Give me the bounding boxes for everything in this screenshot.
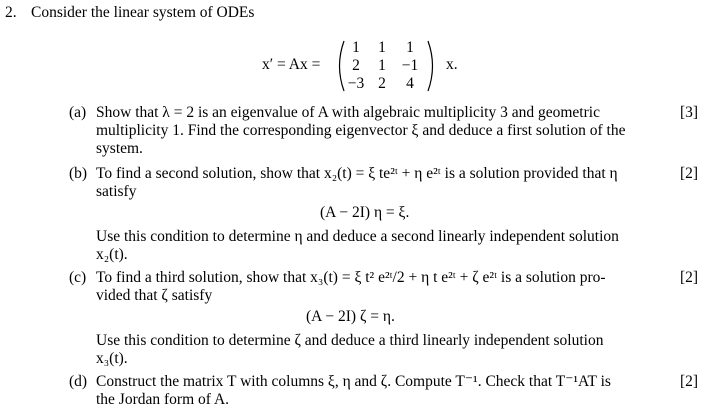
- part-b-marks: [2]: [680, 165, 699, 182]
- coefficient-matrix: [345, 40, 425, 92]
- part-b-line: x₂(t).: [96, 246, 128, 263]
- part-d-label: (d): [69, 373, 88, 390]
- part-c-marks: [2]: [680, 269, 699, 286]
- part-b-line: To find a second solution, show that x₂(t) = ξ te²ᵗ + η e²ᵗ is a solution provided that η: [96, 165, 618, 182]
- part-a-marks: [3]: [680, 104, 699, 121]
- matrix-cell: 1: [406, 39, 414, 56]
- part-d-line: the Jordan form of A.: [96, 391, 230, 408]
- question-intro: Consider the linear system of ODEs: [31, 4, 255, 21]
- part-a-line: multiplicity 1. Find the corresponding eigenvector ξ and deduce a first solution of the: [96, 122, 626, 139]
- part-a-label: (a): [69, 104, 87, 121]
- question-number: 2.: [5, 4, 17, 21]
- part-b-label: (b): [69, 165, 88, 182]
- matrix-cell: −1: [401, 57, 419, 74]
- matrix-cell: 2: [352, 57, 360, 74]
- matrix-cell: 1: [352, 39, 360, 56]
- equation-rhs: x.: [446, 56, 458, 73]
- part-a-line: system.: [96, 140, 143, 157]
- part-c-label: (c): [69, 269, 87, 286]
- part-c-line: Use this condition to determine ζ and deduce a third linearly independent solution: [96, 332, 604, 349]
- part-c-line: To find a third solution, show that x₃(t) = ξ t² e²ᵗ/2 + η t e²ᵗ + ζ e²ᵗ is a solution pro-: [96, 269, 606, 286]
- part-d-marks: [2]: [680, 373, 699, 390]
- part-c-equation: (A − 2I) ζ = η.: [306, 308, 395, 325]
- right-parenthesis: [426, 40, 438, 92]
- part-c-line: x₃(t).: [96, 350, 128, 367]
- part-b-equation: (A − 2I) η = ξ.: [320, 204, 410, 221]
- part-c-line: vided that ζ satisfy: [96, 287, 213, 304]
- matrix-cell: 1: [378, 39, 386, 56]
- matrix-cell: 1: [378, 57, 386, 74]
- part-b-line: satisfy: [96, 183, 137, 200]
- matrix-cell: 2: [378, 75, 386, 92]
- part-d-line: Construct the matrix T with columns ξ, η and ζ. Compute T⁻¹. Check that T⁻¹AT is: [96, 373, 611, 390]
- part-a-line: Show that λ = 2 is an eigenvalue of A with algebraic multiplicity 3 and geometric: [96, 104, 600, 121]
- equation-lhs: x′ = Ax =: [262, 56, 321, 73]
- matrix-cell: −3: [347, 75, 365, 92]
- part-b-line: Use this condition to determine η and deduce a second linearly independent solution: [96, 228, 619, 245]
- matrix-cell: 4: [406, 75, 414, 92]
